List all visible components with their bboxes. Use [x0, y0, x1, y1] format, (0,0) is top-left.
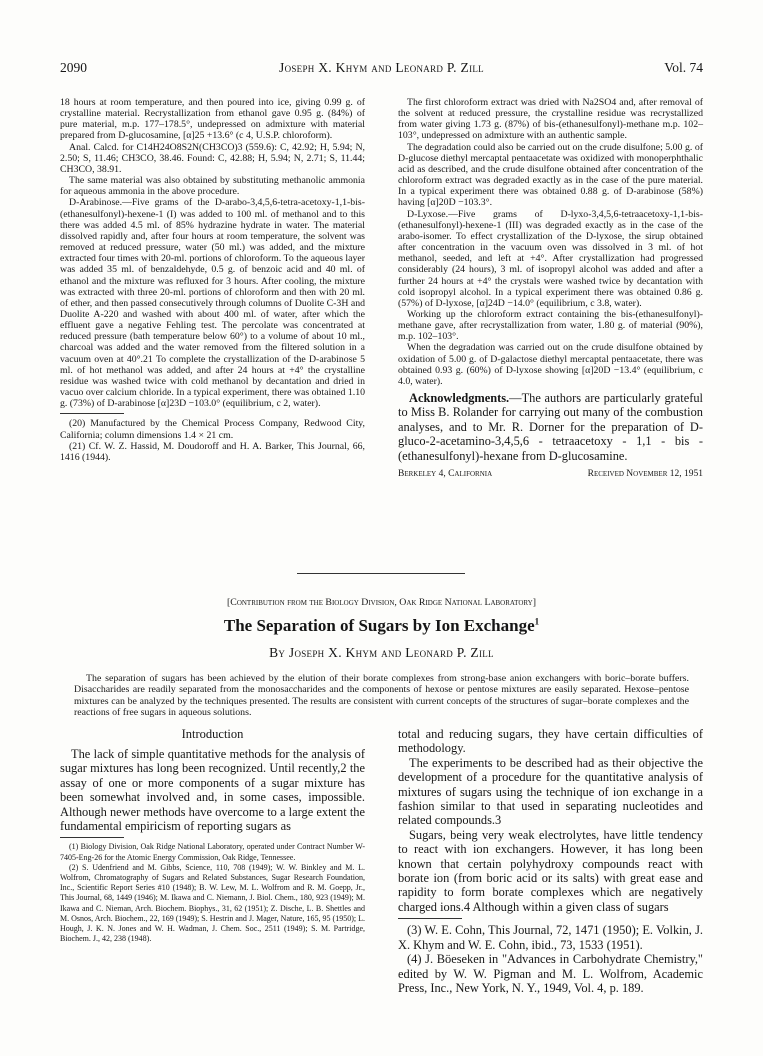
paragraph: The experiments to be described had as their objective the development of a procedure for the quantitative analysis of mixtures of sugars using the technique of ion exchange in a fashion similar to that used in separating nucleotides and related compounds.3 [398, 755, 703, 828]
footnote: (4) J. Böeseken in "Advances in Carbohydrate Chemistry," edited by W. W. Pigman and M. L. Wolfrom, Academic Press, Inc., New York, N. Y., 1949, Vol. 4, p. 189. [398, 952, 703, 995]
footnote-divider [60, 413, 124, 414]
acknowledgments-label: Acknowledgments. [409, 391, 510, 406]
paragraph: The lack of simple quantitative methods for the analysis of sugar mixtures has long been recognized. Until recently,2 the assay of one or more components of a sugar mixture has been somewhat involved and, in some cases, impossible. Although newer methods have overcome to a large extent the fundamental empiricism of reporting sugars as [60, 747, 365, 834]
volume-label: Vol. 74 [664, 60, 703, 75]
paragraph: The same material was also obtained by substituting methanolic ammonia for aqueous ammonia in the above procedure. [60, 175, 365, 198]
section-heading-introduction: Introduction [181, 727, 244, 741]
paragraph: D-Arabinose.—Five grams of the D-arabo-3,4,5,6-tetra-acetoxy-1,1-bis-(ethanesulfonyl)-hexene-1 (I) was added to 100 ml. of methanol and to this there was added 4.5 ml. of 85% hydrazine hydrate in water. The material dissolved rapidly and, after four hours at room temperature, the solvent was removed at reduced pressure, water (50 ml.) was added, and the mixture extracted four times with 20-ml. portions of chloroform. To the aqueous layer was added 35 ml. of benzaldehyde, 0.5 g. of benzoic acid and 40 ml. of ethanol and the mixture was refluxed for 3 hours. After cooling, the mixture was extracted with three 20-ml. portions of chloroform and then with 20 ml. of ether, and then passed consecutively through columns of Duolite C-3H and Duolite A-220 and washed with about 400 ml. of water, after which the effluent gave a negative Fehling test. The percolate was concentrated at reduced pressure (bath temperature below 60°) to a volume of about 10 ml., charcoal was added and the water removed from the filtered solution in a vacuum oven at 40°.21 To complete the crystallization of the D-arabinose 5 ml. of hot methanol was added, and after 24 hours at +4° the crystalline residue was washed twice with cold methanol by decantation and dried in vacuo over calcium chloride. In a typical experiment, there was obtained 1.10 g. (73%) of D-arabinose [α]23D −103.0° (equilibrium, c 2, water). [60, 197, 365, 410]
paragraph: Working up the chloroform extract containing the bis-(ethanesulfonyl)-methane gave, after recrystallization from water, 1.80 g. of material (90%), m.p. 102–103°. [398, 308, 703, 343]
paragraph: When the degradation was carried out on the crude disulfone obtained by oxidation of 5.00 g. of D-galactose diethyl mercaptal pentaacetate, there was obtained 0.93 g. (60%) of D-lyxose showing [α]20D −13.4° (equilibrium, c 4.0, water). [398, 342, 703, 387]
upper-left-column [60, 97, 365, 463]
title-footnote-marker: 1 [534, 616, 540, 627]
received-date: Received November 12, 1951 [587, 469, 703, 480]
paragraph: 18 hours at room temperature, and then poured into ice, giving 0.99 g. of crystalline material. Recrystallization from ethanol gave 0.95 g. (84%) of pure material, m.p. 177–178.5°, undepressed on admixture with material prepared from D-glucosamine, [α]25 +13.6° (c 4, U.S.P. chloroform). [60, 97, 365, 142]
lower-right-column [398, 727, 703, 995]
abstract [74, 673, 689, 719]
footnote-divider [60, 837, 124, 838]
title-text: The Separation of Sugars by Ion Exchange [223, 616, 535, 635]
acknowledgments-text: —The authors are particularly grateful to Miss B. Rolander for carrying out many of the combustion analyses, and to Mr. R. Dorner for the preparation of D-gluco-2-acetamino-3,4,5,6 - tetraacetoxy - 1,1 - bis - (ethanesulfonyl)-hexane from D-glucosamine. [398, 391, 703, 463]
contribution-line: [Contribution from the Biology Division, Oak Ridge National Laboratory] [227, 597, 536, 608]
footnote: (2) S. Udenfriend and M. Gibbs, Science, 110, 708 (1949); W. W. Binkley and M. L. Wolfrom, Chromatography of Sugars and Related Substances, Sugar Research Foundation, Inc., Scientific Report Series #10 (1948); B. W. Lew, M. L. Wolfrom and R. M. Goepp, Jr., This Journal, 68, 1449 (1946); M. Ikawa and C. Niemann, J. Biol. Chem., 180, 923 (1949); M. Ikawa and C. Nieman, Arch. Biochem. Biophys., 31, 62 (1951); Z. Dische, L. B. Shettles and M. Osnos, Arch. Biochem., 22, 169 (1949); S. Hestrin and J. Mager, Nature, 165, 95 (1950); L. Hough, J. K. N. Jones and W. H. Wadman, J. Chem. Soc., 2511 (1949); S. M. Partridge, Biochem. J., 42, 238 (1948). [60, 862, 365, 944]
abstract-text: The separation of sugars has been achieved by the elution of their borate complexes from strong-base anion exchangers with boric–borate buffers. Disaccharides are readily separated from the monosaccharides and the components of hexose or pentose mixtures are easily separated. Hexose–pentose mixtures can be analyzed by the techniques presented. The results are consistent with current concepts of the structures of sugar–borate complexes and the reactions of free sugars in aqueous solutions. [74, 673, 689, 719]
footnote: (21) Cf. W. Z. Hassid, M. Doudoroff and H. A. Barker, This Journal, 66, 1416 (1944). [60, 440, 365, 463]
paragraph: total and reducing sugars, they have certain difficulties of methodology. [398, 727, 703, 756]
running-title: Joseph X. Khym and Leonard P. Zill [279, 60, 484, 75]
footnote: (1) Biology Division, Oak Ridge National Laboratory, operated under Contract Number W-7405-Eng-26 for the Atomic Energy Commission, Oak Ridge, Tennessee. [60, 842, 365, 862]
footnotes-lower-left [60, 842, 365, 944]
article-separator [297, 573, 465, 574]
received-line [398, 469, 703, 483]
page-header [60, 60, 703, 78]
article-title [60, 616, 703, 636]
paragraph: Anal. Calcd. for C14H24O8S2N(CH3CO)3 (559.6): C, 42.92; H, 5.94; N, 2.50; S, 11.46; CH3CO, 38.46. Found: C, 42.88; H, 5.94; N, 2.71; S, 11.44; CH3CO, 38.91. [60, 141, 365, 175]
lower-left-column [60, 727, 365, 944]
upper-right-column [398, 97, 703, 483]
footnote-divider [398, 918, 462, 919]
page-number: 2090 [60, 60, 87, 75]
acknowledgments [398, 391, 703, 463]
paragraph: The degradation could also be carried out on the crude disulfone; 5.00 g. of D-glucose diethyl mercaptal pentaacetate was oxidized with monoperphthalic acid as described, and the crude disulfone obtained after concentration of the chloroform extract was degraded exactly as in the case of the pure material. In a typical experiment there was obtained 0.88 g. of D-arabinose (58%) having [α]20D −103.3°. [398, 141, 703, 209]
place: Berkeley 4, California [398, 469, 493, 480]
introduction-body-left [60, 747, 365, 833]
footnotes-upper-left [60, 418, 365, 463]
footnote: (3) W. E. Cohn, This Journal, 72, 1471 (1950); E. Volkin, J. X. Khym and W. E. Cohn, ibid., 73, 1533 (1951). [398, 923, 703, 952]
article-authors: By Joseph X. Khym and Leonard P. Zill [269, 645, 494, 660]
paragraph: The first chloroform extract was dried with Na2SO4 and, after removal of the solvent at reduced pressure, the crystalline residue was recrystallized from water giving 1.73 g. (87%) of bis-(ethanesulfonyl)-methane m.p. 102–103°, undepressed on admixture with an authentic sample. [398, 97, 703, 142]
paragraph: Sugars, being very weak electrolytes, have little tendency to react with ion exchangers. However, it has long been known that certain polyhydroxy compounds react with borate ion (from boric acid or its salts) with great ease and rapidity to form borate complexes which are negatively charged ions.4 Although within a given class of sugars [398, 827, 703, 914]
footnotes-lower-right [398, 923, 703, 995]
footnote: (20) Manufactured by the Chemical Process Company, Redwood City, California; column dimensions 1.4 × 21 cm. [60, 418, 365, 441]
paragraph: D-Lyxose.—Five grams of D-lyxo-3,4,5,6-tetraacetoxy-1,1-bis-(ethanesulfonyl)-hexene-1 (III) was degraded exactly as in the case of the arabo-isomer. To effect crystallization of the D-lyxose, the sirup obtained after concentration in the vacuum oven was dissolved in 3 ml. of hot methanol, seeded, and left at +4°. After crystallization had progressed considerably (24 hours), 3 ml. of isopropyl alcohol was added and after a further 24 hours at +4° the crystals were washed twice by decantation with cold isopropyl alcohol. In a typical experiment there was obtained 0.86 g. (57%) of D-lyxose, [α]24D −14.0° (equilibrium, c 3.8, water). [398, 208, 703, 309]
